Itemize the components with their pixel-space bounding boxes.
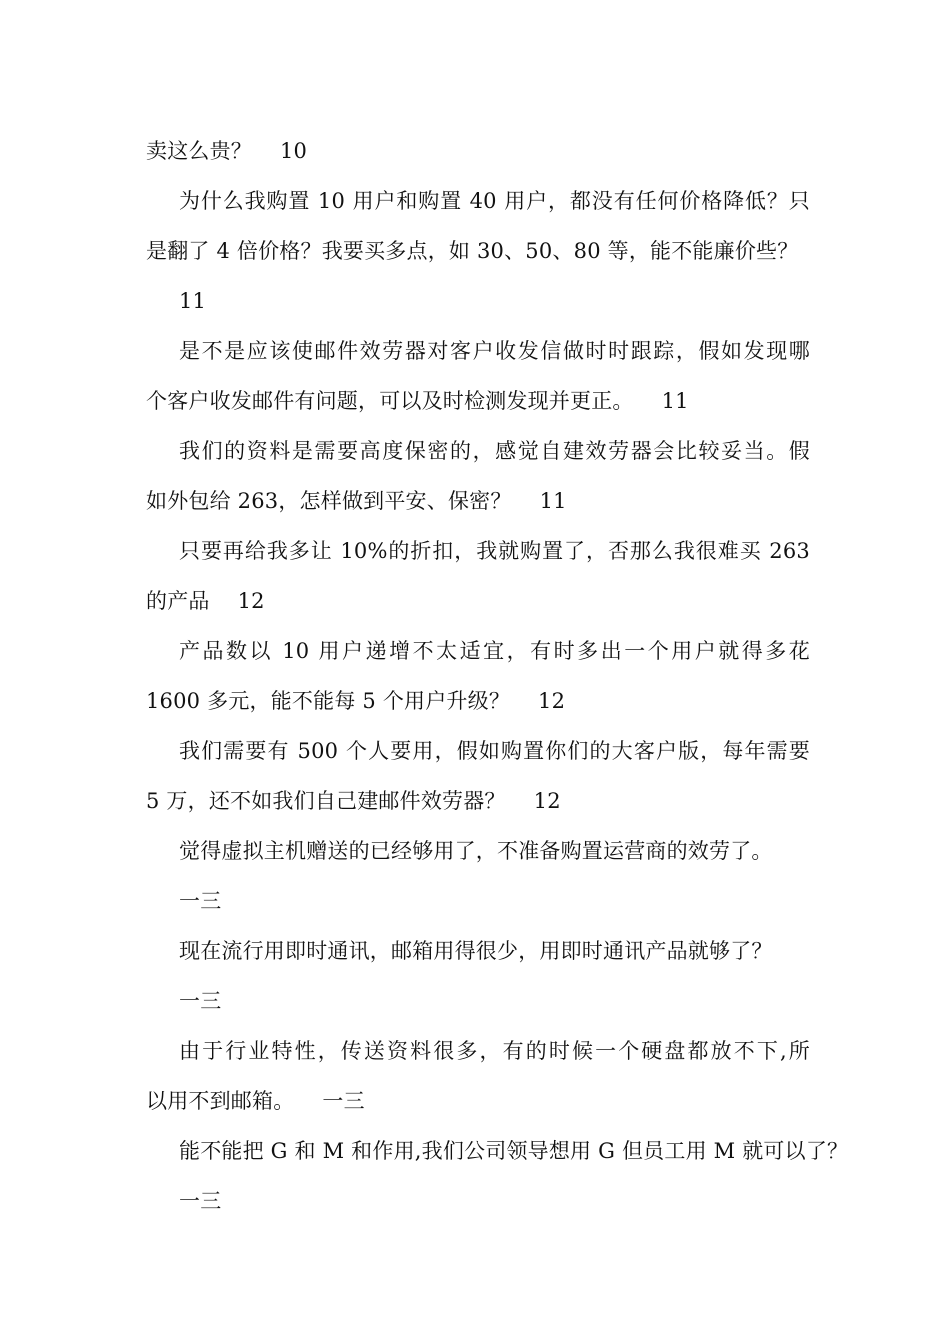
- text-line: [146, 676, 810, 726]
- text-line: [146, 476, 810, 526]
- line-text: 5 万，还不如我们自己建邮件效劳器？: [146, 789, 506, 813]
- line-text: 我们需要有 500 个人要用，假如购置你们的大客户版，每年需要: [179, 739, 810, 763]
- page-reference: 10: [280, 139, 308, 163]
- page-reference: 11: [661, 389, 689, 413]
- document-body: [146, 126, 849, 1226]
- line-text: 如外包给 263，怎样做到平安、保密？: [146, 489, 512, 513]
- text-line: [146, 1176, 810, 1226]
- line-text: 产品数以 10 用户递增不太适宜，有时多出一个用户就得多花: [179, 639, 810, 663]
- text-line: [146, 576, 810, 626]
- line-text: 由于行业特性，传送资料很多，有的时候一个硬盘都放不下,所: [179, 1039, 810, 1063]
- text-line: [146, 1026, 810, 1076]
- text-line: [146, 376, 810, 426]
- line-text: 只要再给我多让 10%的折扣，我就购置了，否那么我很难买 263: [179, 539, 810, 563]
- line-text: 能不能把 G 和 M 和作用,我们公司领导想用 G 但员工用 M 就可以了？: [179, 1139, 849, 1163]
- page-reference: 11: [179, 289, 207, 313]
- text-line: [146, 126, 810, 176]
- line-text: 我们的资料是需要高度保密的，感觉自建效劳器会比较妥当。假: [179, 439, 810, 463]
- page-reference: 11: [539, 489, 567, 513]
- text-line: [146, 1126, 849, 1176]
- text-line: [146, 276, 810, 326]
- page-reference: 一三: [322, 1089, 365, 1113]
- text-line: [146, 876, 810, 926]
- line-text: 个客户收发邮件有问题，可以及时检测发现并更正。: [146, 389, 634, 413]
- text-line: [146, 776, 810, 826]
- page-reference: 一三: [179, 1189, 222, 1213]
- line-text: 是翻了 4 倍价格？我要买多点，如 30、50、80 等，能不能廉价些？: [146, 239, 799, 263]
- line-text: 觉得虚拟主机赠送的已经够用了，不准备购置运营商的效劳了。: [179, 839, 773, 863]
- text-line: [146, 226, 810, 276]
- page-reference: 一三: [179, 989, 222, 1013]
- page-reference: 一三: [179, 889, 222, 913]
- page-reference: 12: [538, 689, 566, 713]
- text-line: [146, 726, 810, 776]
- text-line: [146, 1076, 810, 1126]
- text-line: [146, 976, 810, 1026]
- line-text: 为什么我购置 10 用户和购置 40 用户，都没有任何价格降低？只: [179, 189, 810, 213]
- line-text: 是不是应该使邮件效劳器对客户收发信做时时跟踪，假如发现哪: [179, 339, 810, 363]
- text-line: [146, 826, 810, 876]
- line-text: 的产品: [146, 589, 210, 613]
- line-text: 以用不到邮箱。: [146, 1089, 295, 1113]
- line-text: 1600 多元，能不能每 5 个用户升级？: [146, 689, 511, 713]
- page-reference: 12: [533, 789, 561, 813]
- line-text: 卖这么贵？: [146, 139, 252, 163]
- line-text: 现在流行用即时通讯，邮箱用得很少，用即时通讯产品就够了？: [179, 939, 773, 963]
- text-line: [146, 326, 810, 376]
- page-reference: 12: [237, 589, 265, 613]
- text-line: [146, 526, 810, 576]
- text-line: [146, 926, 810, 976]
- text-line: [146, 176, 810, 226]
- text-line: [146, 626, 810, 676]
- text-line: [146, 426, 810, 476]
